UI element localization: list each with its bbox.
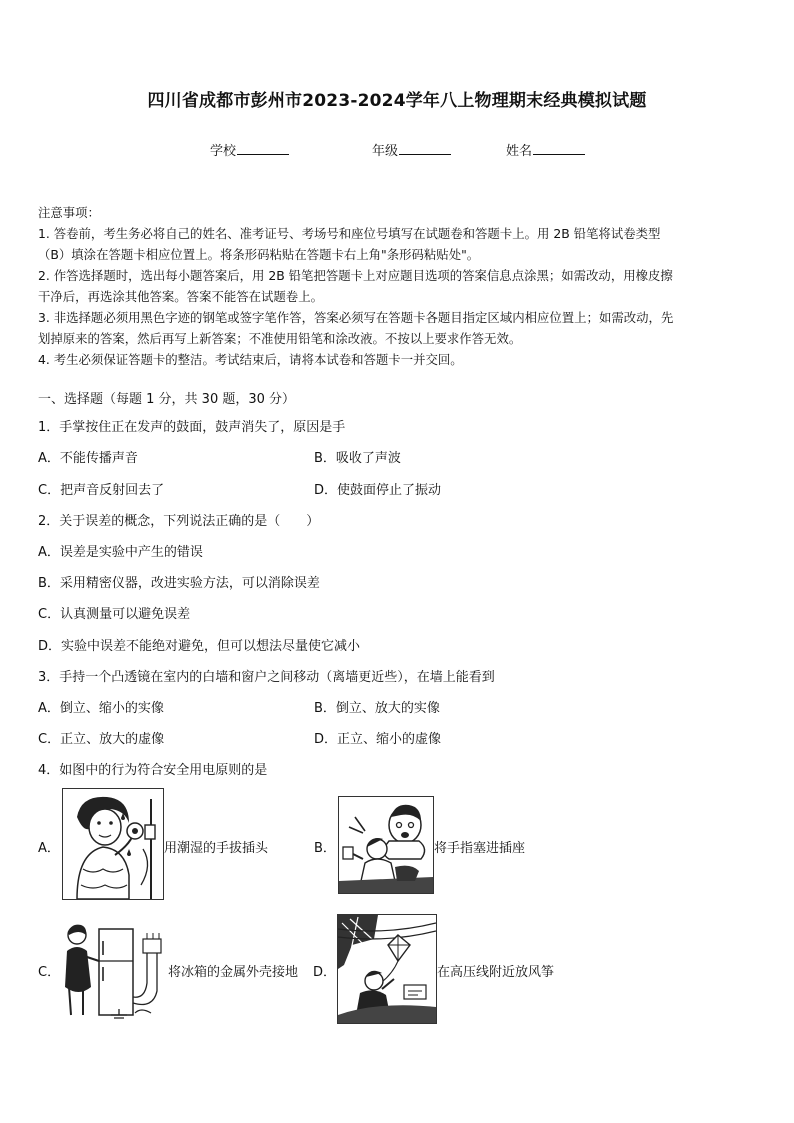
question-2-option-c[interactable]: C．认真测量可以避免误差 xyxy=(38,607,191,622)
kite-near-power-line-illustration xyxy=(337,914,437,1024)
school-label: 学校 xyxy=(210,144,237,159)
question-4-option-a-text[interactable]: 用潮湿的手拔插头 xyxy=(164,841,269,856)
notes-line: 划掉原来的答案，然后再写上新答案；不准使用铅笔和涂改液。不按以上要求作答无效。 xyxy=(38,331,522,346)
question-4-option-d-text[interactable]: 在高压线附近放风筝 xyxy=(437,965,555,980)
question-1-stem: 1．手掌按住正在发声的鼓面，鼓声消失了，原因是手 xyxy=(38,420,346,435)
question-4-option-c-text[interactable]: 将冰箱的金属外壳接地 xyxy=(168,965,299,980)
section-heading: 一、选择题（每题 1 分，共 30 题，30 分） xyxy=(38,392,296,407)
question-4-option-a-letter[interactable]: A． xyxy=(38,841,60,856)
question-2-stem: 2．关于误差的概念，下列说法正确的是（ ） xyxy=(38,514,320,529)
question-4-stem: 4．如图中的行为符合安全用电原则的是 xyxy=(38,763,268,778)
question-3-option-b[interactable]: B．倒立、放大的实像 xyxy=(314,701,440,716)
finger-in-socket-illustration xyxy=(338,796,434,894)
question-2-option-b[interactable]: B．采用精密仪器，改进实验方法，可以消除误差 xyxy=(38,576,320,591)
question-3-option-c[interactable]: C．正立、放大的虚像 xyxy=(38,732,165,747)
wet-hand-plug-illustration xyxy=(62,788,164,900)
name-label: 姓名 xyxy=(506,144,533,159)
notes-line: 干净后，再选涂其他答案。答案不能答在试题卷上。 xyxy=(38,289,323,304)
question-3-option-d[interactable]: D．正立、缩小的虚像 xyxy=(314,732,442,747)
grade-field xyxy=(372,140,451,159)
page-title: 四川省成都市彭州市2023-2024学年八上物理期末经典模拟试题 xyxy=(147,91,647,111)
question-1-option-c[interactable]: C．把声音反射回去了 xyxy=(38,483,165,498)
notes-line: 1. 答卷前，考生务必将自己的姓名、准考证号、考场号和座位号填写在试题卷和答题卡上。用 2B 铅笔将试卷类型 xyxy=(38,226,661,241)
grade-blank xyxy=(399,142,451,155)
question-2-option-a[interactable]: A．误差是实验中产生的错误 xyxy=(38,545,203,560)
grade-label: 年级 xyxy=(372,144,399,159)
question-1-option-d[interactable]: D．使鼓面停止了振动 xyxy=(314,483,442,498)
school-blank xyxy=(237,142,289,155)
question-3-option-a[interactable]: A．倒立、缩小的实像 xyxy=(38,701,164,716)
question-3-stem: 3．手持一个凸透镜在室内的白墙和窗户之间移动（离墙更近些），在墙上能看到 xyxy=(38,670,495,685)
notes-heading: 注意事项： xyxy=(38,205,100,220)
question-2-option-d[interactable]: D．实验中误差不能绝对避免，但可以想法尽量使它减小 xyxy=(38,639,361,654)
school-field xyxy=(210,140,289,159)
notes-line: 2. 作答选择题时，选出每小题答案后，用 2B 铅笔把答题卡上对应题目选项的答案信息点涂黑；如需改动，用橡皮擦 xyxy=(38,268,673,283)
notes-line: 3. 非选择题必须用黑色字迹的钢笔或签字笔作答，答案必须写在答题卡各题目指定区域内相应位置上；如需改动，先 xyxy=(38,310,674,325)
question-4-option-b-letter[interactable]: B． xyxy=(314,841,336,856)
question-4-option-c-letter[interactable]: C． xyxy=(38,965,61,980)
name-field xyxy=(506,140,585,159)
exam-notes xyxy=(38,202,758,370)
question-4-option-b-text[interactable]: 将手指塞进插座 xyxy=(434,841,526,856)
question-1-option-a[interactable]: A．不能传播声音 xyxy=(38,451,138,466)
notes-line: 4. 考生必须保证答题卡的整洁。考试结束后，请将本试卷和答题卡一并交回。 xyxy=(38,352,463,367)
question-1-option-b[interactable]: B．吸收了声波 xyxy=(314,451,401,466)
name-blank xyxy=(533,142,585,155)
grounded-fridge-illustration xyxy=(60,916,168,1024)
question-4-option-d-letter[interactable]: D． xyxy=(313,965,337,980)
notes-line: （B）填涂在答题卡相应位置上。将条形码粘贴在答题卡右上角"条形码粘贴处"。 xyxy=(38,247,480,262)
